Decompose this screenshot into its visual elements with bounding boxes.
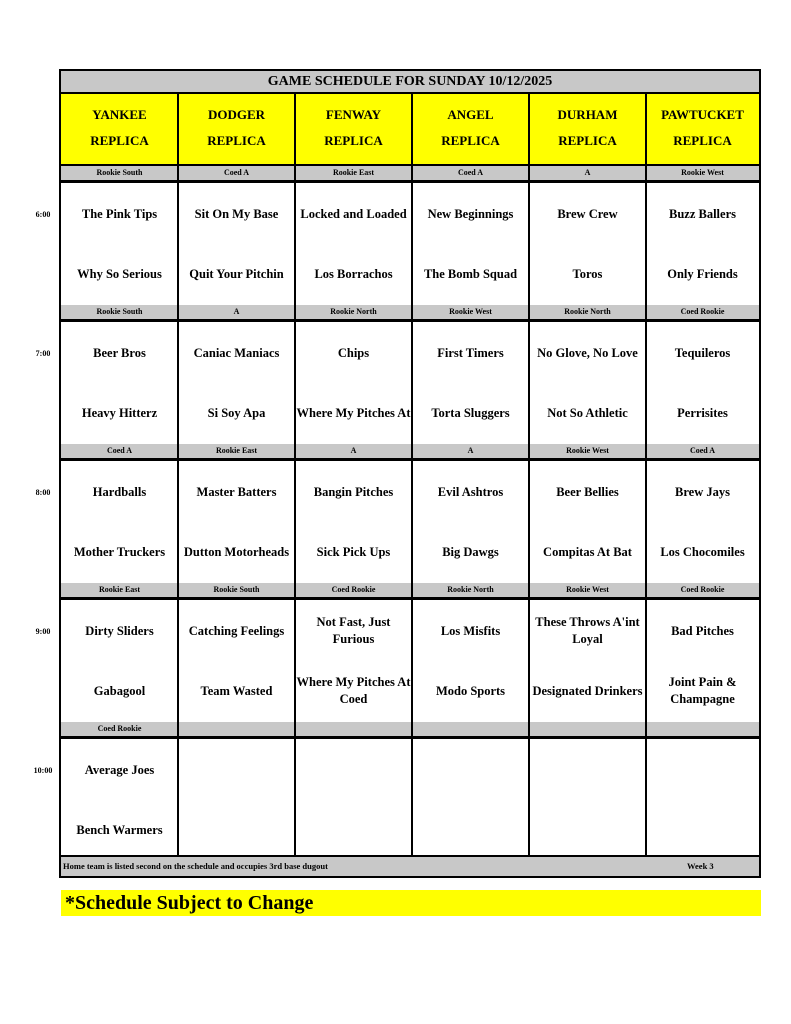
home-team: Si Soy Apa [207, 405, 266, 420]
game-row [61, 322, 759, 444]
game-cell [529, 183, 646, 305]
field-header-angel [412, 94, 529, 164]
away-team: Beer Bellies [556, 484, 619, 499]
game-cell [412, 600, 529, 722]
game-cell [295, 322, 412, 444]
game-cell [529, 739, 646, 861]
column-separator [645, 94, 647, 855]
away-team: Catching Feelings [188, 623, 285, 638]
division-label: Rookie West [449, 307, 492, 316]
game-cell [529, 461, 646, 583]
away-team: Master Batters [196, 484, 277, 499]
home-team: Toros [572, 266, 603, 281]
field-header-fenway [295, 94, 412, 164]
away-team: Buzz Ballers [668, 206, 736, 221]
home-team: Big Dawgs [442, 544, 499, 559]
game-cell [295, 739, 412, 861]
division-label: Coed A [457, 168, 484, 177]
division-label: Rookie South [213, 585, 260, 594]
away-team [295, 745, 412, 795]
away-team: Brew Jays [675, 484, 730, 499]
division-label: Rookie East [215, 446, 258, 455]
home-team: Not So Athletic [547, 405, 628, 420]
game-cell [178, 322, 295, 444]
division-label: Rookie West [566, 446, 609, 455]
field-name: DODGER [207, 107, 266, 122]
game-row [61, 739, 759, 861]
away-team: Tequileros [674, 345, 731, 360]
away-team: The Pink Tips [81, 206, 158, 221]
game-cell [646, 322, 759, 444]
away-team: Average Joes [84, 762, 155, 777]
home-team [178, 805, 295, 855]
division-label: A [584, 168, 591, 177]
away-team: Beer Bros [93, 345, 146, 360]
schedule-table [59, 69, 761, 878]
away-team: Hardballs [92, 484, 147, 499]
away-team: Bad Pitches [671, 623, 734, 638]
field-name: FENWAY [325, 107, 382, 122]
field-name: PAWTUCKET [661, 107, 744, 122]
game-cell [412, 461, 529, 583]
division-label: Rookie West [681, 168, 724, 177]
home-team: Where My Pitches At [296, 405, 411, 420]
field-header-pawtucket [646, 94, 759, 164]
field-subtitle: REPLICA [673, 133, 732, 148]
away-team: Locked and Loaded [300, 206, 407, 221]
field-subtitle: REPLICA [324, 133, 383, 148]
division-label: A [350, 446, 357, 455]
away-team: Los Misfits [440, 623, 501, 638]
division-label [529, 722, 646, 736]
field-name: DURHAM [557, 107, 618, 122]
division-label: Coed A [223, 168, 250, 177]
home-team: Los Chocomiles [660, 544, 745, 559]
home-team: Perrisites [677, 405, 728, 420]
game-row [61, 461, 759, 583]
field-header-dodger [178, 94, 295, 164]
home-team [295, 805, 412, 855]
time-label: 7:00 [35, 349, 51, 358]
away-team [178, 745, 295, 795]
game-cell [61, 739, 178, 861]
field-name: YANKEE [92, 107, 147, 122]
game-cell [646, 600, 759, 722]
game-cell [412, 183, 529, 305]
away-team [529, 745, 646, 795]
game-cell [646, 739, 759, 861]
game-cell [178, 739, 295, 861]
game-cell [178, 461, 295, 583]
home-team: Mother Truckers [73, 544, 166, 559]
home-team-note: Home team is listed second on the schedule and occupies 3rd base dugout [63, 861, 328, 871]
division-label: Coed Rookie [680, 307, 725, 316]
division-label: Rookie North [564, 307, 611, 316]
division-label: A [467, 446, 474, 455]
division-label: Rookie East [98, 585, 141, 594]
field-subtitle: REPLICA [441, 133, 500, 148]
game-cell [412, 739, 529, 861]
away-team: Sit On My Base [194, 206, 279, 221]
schedule-change-banner: *Schedule Subject to Change [61, 890, 761, 916]
field-subtitle: REPLICA [558, 133, 617, 148]
field-name: ANGEL [447, 107, 494, 122]
division-label: Coed A [689, 446, 716, 455]
home-team: The Bomb Squad [423, 266, 518, 281]
away-team: Not Fast, Just Furious [316, 615, 391, 646]
field-header-yankee [61, 94, 178, 164]
away-team [646, 745, 759, 795]
home-team: Los Borrachos [314, 266, 393, 281]
field-header-row [61, 94, 759, 166]
division-label [295, 722, 412, 736]
game-cell [178, 183, 295, 305]
home-team: Bench Warmers [76, 822, 163, 837]
column-separator [177, 94, 179, 855]
division-label: Coed Rookie [331, 585, 376, 594]
game-cell [295, 183, 412, 305]
game-row [61, 600, 759, 722]
home-team [529, 805, 646, 855]
time-label: 9:00 [35, 627, 51, 636]
home-team [646, 805, 759, 855]
game-cell [529, 600, 646, 722]
away-team: Brew Crew [557, 206, 618, 221]
game-cell [61, 183, 178, 305]
division-row [61, 305, 759, 320]
home-team: Modo Sports [435, 683, 506, 698]
division-row [61, 583, 759, 598]
division-label [412, 722, 529, 736]
away-team: No Glove, No Love [537, 345, 638, 360]
time-label: 10:00 [33, 766, 53, 775]
game-cell [295, 600, 412, 722]
home-team: Only Friends [667, 266, 738, 281]
game-cell [529, 322, 646, 444]
division-label [646, 722, 759, 736]
home-team: Sick Pick Ups [316, 544, 391, 559]
away-team: Caniac Maniacs [193, 345, 280, 360]
division-label: Rookie North [447, 585, 494, 594]
division-label: Coed Rookie [97, 724, 142, 733]
division-label: Rookie North [330, 307, 377, 316]
column-separator [411, 94, 413, 855]
game-cell [412, 322, 529, 444]
field-subtitle: REPLICA [207, 133, 266, 148]
field-subtitle: REPLICA [90, 133, 149, 148]
division-label: Rookie South [96, 307, 143, 316]
division-label: A [233, 307, 240, 316]
division-label: Coed Rookie [680, 585, 725, 594]
home-team: Where My Pitches At Coed [296, 675, 411, 706]
home-team: Compitas At Bat [543, 544, 632, 559]
division-row [61, 166, 759, 181]
home-team: Torta Sluggers [431, 405, 510, 420]
home-team: Dutton Motorheads [183, 544, 290, 559]
game-cell [61, 600, 178, 722]
game-cell [646, 461, 759, 583]
home-team: Gabagool [93, 683, 146, 698]
division-row [61, 722, 759, 737]
division-label: Rookie East [332, 168, 375, 177]
schedule-footer [61, 855, 759, 876]
home-team: Designated Drinkers [532, 683, 643, 698]
time-label: 6:00 [35, 210, 51, 219]
home-team: Heavy Hitterz [81, 405, 158, 420]
home-team: Team Wasted [200, 683, 273, 698]
division-label: Rookie South [96, 168, 143, 177]
time-label: 8:00 [35, 488, 51, 497]
away-team: Dirty Sliders [85, 623, 154, 638]
division-label: Rookie West [566, 585, 609, 594]
division-label: Coed A [106, 446, 133, 455]
game-row [61, 183, 759, 305]
week-label: Week 3 [687, 861, 714, 871]
home-team: Quit Your Pitchin [189, 266, 284, 281]
game-cell [178, 600, 295, 722]
home-team: Why So Serious [77, 266, 162, 281]
field-header-durham [529, 94, 646, 164]
game-cell [61, 322, 178, 444]
column-separator [294, 94, 296, 855]
column-separator [528, 94, 530, 855]
away-team: First Timers [437, 345, 504, 360]
home-team: Joint Pain & Champagne [668, 675, 737, 706]
away-team [412, 745, 529, 795]
division-row [61, 444, 759, 459]
division-label [178, 722, 295, 736]
away-team: Evil Ashtros [437, 484, 504, 499]
game-cell [61, 461, 178, 583]
away-team: New Beginnings [427, 206, 514, 221]
away-team: Bangin Pitches [313, 484, 394, 499]
away-team: These Throws A'int Loyal [535, 615, 640, 646]
away-team: Chips [337, 345, 370, 360]
game-cell [646, 183, 759, 305]
game-cell [295, 461, 412, 583]
schedule-title: GAME SCHEDULE FOR SUNDAY 10/12/2025 [61, 71, 759, 94]
home-team [412, 805, 529, 855]
